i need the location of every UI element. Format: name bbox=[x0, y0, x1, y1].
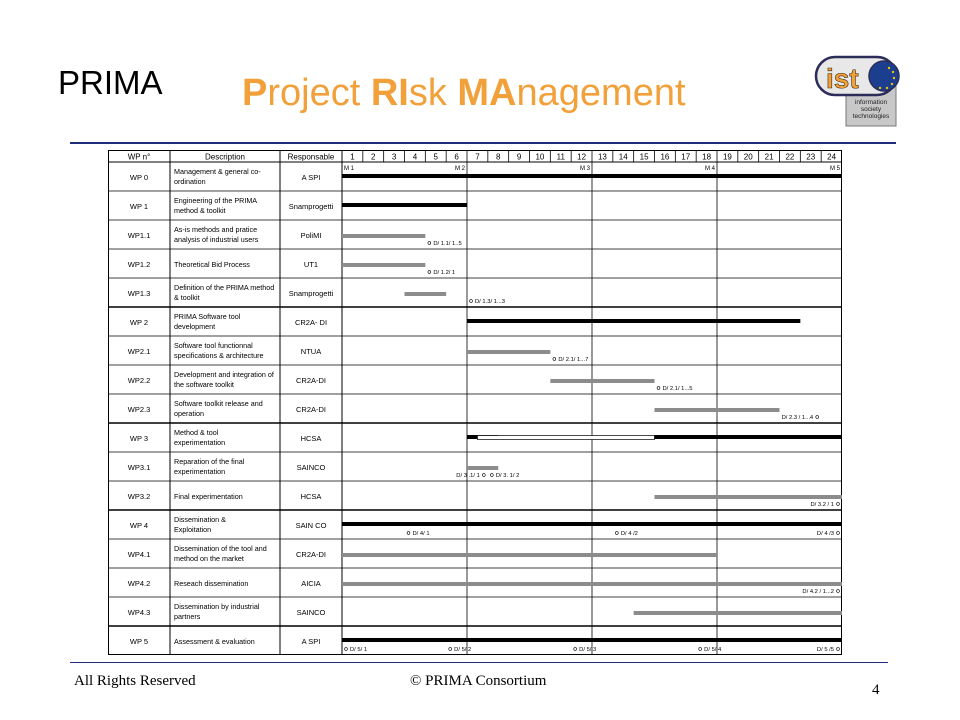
footer-rule bbox=[70, 662, 888, 663]
wp-responsable: CR2A-DI bbox=[295, 550, 327, 559]
wp-description: As-is methods and pratice bbox=[174, 225, 258, 234]
wp-description: Management & general co- bbox=[174, 167, 261, 176]
wp-responsable: HCSA bbox=[300, 492, 322, 501]
month-label: 3 bbox=[391, 152, 397, 162]
page-title bbox=[242, 72, 686, 115]
deliverable-marker bbox=[837, 648, 840, 651]
month-label: 5 bbox=[433, 152, 438, 162]
deliverable-marker bbox=[345, 648, 348, 651]
deliverable-label: D/ 4.2 / 1...2 bbox=[802, 589, 834, 595]
gantt-bar-subtask bbox=[655, 495, 843, 499]
wp-responsable: CR2A- DI bbox=[294, 318, 328, 327]
wp-description: Engineering of the PRIMA bbox=[174, 196, 258, 205]
milestone-label: M 3 bbox=[579, 166, 590, 172]
wp-number: WP 2 bbox=[129, 318, 149, 327]
brand-label: PRIMA bbox=[58, 64, 163, 101]
title-part: P bbox=[242, 72, 268, 114]
wp-description: Dissemination by industrial bbox=[174, 602, 260, 611]
logo-line-3: technologies bbox=[852, 113, 890, 120]
deliverable-marker bbox=[837, 503, 840, 506]
month-label: 23 bbox=[806, 152, 816, 162]
wp-responsable: Snamprogetti bbox=[288, 289, 334, 298]
wp-responsable: SAINCO bbox=[296, 463, 326, 472]
gantt-bar-subtask bbox=[550, 379, 654, 383]
deliverable-marker bbox=[553, 358, 556, 361]
deliverable-label: D/ 3.2 / 1 bbox=[810, 502, 834, 508]
wp-description: Dissemination of the tool and bbox=[174, 544, 267, 553]
wp-responsable: SAINCO bbox=[296, 608, 326, 617]
deliverable-label: D/ 2.1/ 1...5 bbox=[662, 386, 693, 392]
wp-description: development bbox=[174, 322, 216, 331]
deliverable-label: D/ 5/ 1 bbox=[350, 647, 368, 653]
deliverable-label: D/ 5/ 4 bbox=[704, 647, 722, 653]
deliverable-marker bbox=[470, 300, 473, 303]
month-label: 4 bbox=[412, 152, 418, 162]
wp-responsable: AICIA bbox=[301, 579, 321, 588]
gantt-bar-subtask bbox=[655, 408, 780, 412]
wp-number: WP2.3 bbox=[127, 405, 151, 414]
month-label: 19 bbox=[722, 152, 732, 162]
wp-description: Final experimentation bbox=[174, 492, 243, 501]
deliverable-marker bbox=[490, 474, 493, 477]
wp-responsable: CR2A-DI bbox=[295, 376, 327, 385]
wp-responsable: Snamprogetti bbox=[288, 202, 334, 211]
deliverable-marker bbox=[615, 532, 618, 535]
logo-line-1: information bbox=[854, 99, 888, 106]
wp-description: Theoretical Bid Process bbox=[174, 260, 250, 269]
deliverable-marker bbox=[428, 242, 431, 245]
wp-number: WP 1 bbox=[129, 202, 149, 211]
wp-responsable: HCSA bbox=[300, 434, 322, 443]
wp-description: ordination bbox=[174, 177, 206, 186]
month-label: 15 bbox=[639, 152, 649, 162]
wp-description: operation bbox=[174, 409, 204, 418]
milestone-label: M 5 bbox=[829, 166, 840, 172]
month-label: 24 bbox=[827, 152, 837, 162]
gantt-bar-task bbox=[342, 174, 842, 178]
gantt-bar-subtask bbox=[467, 350, 550, 354]
deliverable-label: D/ 4/ 1 bbox=[412, 531, 430, 537]
header-description: Description bbox=[204, 152, 246, 162]
month-label: 18 bbox=[702, 152, 712, 162]
wp-number: WP 0 bbox=[129, 173, 149, 182]
month-label: 2 bbox=[371, 152, 376, 162]
wp-number: WP4.2 bbox=[127, 579, 151, 588]
wp-description: specifications & architecture bbox=[174, 351, 264, 360]
deliverable-marker bbox=[699, 648, 702, 651]
gantt-bar-task bbox=[342, 638, 842, 642]
gantt-bar-subtask bbox=[342, 234, 425, 238]
wp-description: method on the market bbox=[174, 554, 244, 563]
wp-number: WP2.1 bbox=[127, 347, 151, 356]
wp-description: the software toolkit bbox=[174, 380, 234, 389]
month-label: 8 bbox=[496, 152, 501, 162]
deliverable-marker bbox=[574, 648, 577, 651]
deliverable-marker bbox=[449, 648, 452, 651]
wp-description: PRIMA Software tool bbox=[174, 312, 241, 321]
wp-description: Dissemination & bbox=[174, 515, 226, 524]
month-label: 16 bbox=[660, 152, 670, 162]
wp-number: WP2.2 bbox=[127, 376, 151, 385]
deliverable-label: D/ 4 /3 bbox=[816, 531, 834, 537]
deliverable-label: D/ 1.1/ 1..5 bbox=[433, 241, 462, 247]
gantt-bar-task bbox=[342, 203, 467, 207]
wp-responsable: UT1 bbox=[303, 260, 319, 269]
month-label: 6 bbox=[454, 152, 459, 162]
wp-description: Development and integration of bbox=[174, 370, 274, 379]
wp-responsable: NTUA bbox=[300, 347, 322, 356]
month-label: 20 bbox=[743, 152, 753, 162]
deliverable-label: D/ 2.1/ 1...7 bbox=[558, 357, 589, 363]
deliverable-marker bbox=[482, 474, 485, 477]
page-number: 4 bbox=[872, 682, 880, 698]
title-part: MA bbox=[457, 72, 517, 114]
deliverable-marker bbox=[428, 271, 431, 274]
month-label: 7 bbox=[475, 152, 480, 162]
month-label: 1 bbox=[350, 152, 355, 162]
gantt-bar-subtask bbox=[342, 553, 717, 557]
month-label: 10 bbox=[535, 152, 545, 162]
month-label: 12 bbox=[577, 152, 587, 162]
month-label: 11 bbox=[556, 152, 565, 162]
month-label: 14 bbox=[618, 152, 628, 162]
deliverable-marker bbox=[816, 416, 819, 419]
gantt-bar-task bbox=[655, 435, 843, 439]
wp-number: WP4.3 bbox=[127, 608, 151, 617]
header-wp: WP n° bbox=[127, 152, 151, 162]
gantt-bar-hollow bbox=[477, 436, 654, 440]
wp-responsable: SAIN CO bbox=[295, 521, 327, 530]
wp-number: WP1.1 bbox=[127, 231, 151, 240]
month-label: 9 bbox=[516, 152, 522, 162]
title-part: nagement bbox=[516, 72, 686, 114]
wp-description: Reparation of the final bbox=[174, 457, 245, 466]
wp-responsable: CR2A-DI bbox=[295, 405, 327, 414]
wp-description: analysis of industrial users bbox=[174, 235, 259, 244]
wp-description: partners bbox=[174, 612, 201, 621]
deliverable-label: D/ 5 /5 bbox=[816, 647, 834, 653]
gantt-bar-subtask bbox=[342, 263, 425, 267]
wp-number: WP3.1 bbox=[127, 463, 151, 472]
wp-description: method & toolkit bbox=[174, 206, 226, 215]
month-label: 13 bbox=[597, 152, 607, 162]
month-label: 17 bbox=[681, 152, 691, 162]
wp-description: & toolkit bbox=[174, 293, 200, 302]
deliverable-label: D/ 1.2/ 1 bbox=[433, 270, 456, 276]
deliverable-marker bbox=[837, 532, 840, 535]
gantt-bar-task bbox=[467, 319, 800, 323]
wp-description: Method & tool bbox=[174, 428, 219, 437]
rights-text: All Rights Reserved bbox=[74, 673, 196, 689]
title-part: RI bbox=[370, 72, 409, 114]
deliverable-marker bbox=[407, 532, 410, 535]
ist-logo bbox=[814, 54, 904, 128]
title-part: roject bbox=[267, 72, 371, 114]
wp-responsable: A SPI bbox=[301, 637, 321, 646]
header-rule bbox=[70, 142, 896, 144]
gantt-bar-subtask bbox=[342, 582, 842, 586]
deliverable-label: D/ 2.3 / 1...4 bbox=[781, 415, 814, 421]
deliverable-label: D/ 3. 1/ 2 bbox=[495, 473, 520, 479]
wp-number: WP 4 bbox=[129, 521, 149, 530]
deliverable-label: D/ 4 /2 bbox=[620, 531, 638, 537]
wp-number: WP1.2 bbox=[127, 260, 151, 269]
wp-number: WP1.3 bbox=[127, 289, 151, 298]
gantt-chart bbox=[108, 150, 842, 656]
wp-description: Reseach dissemination bbox=[174, 579, 249, 588]
deliverable-label: D/ 3 .1/ 1 bbox=[456, 473, 480, 479]
copyright-text: © PRIMA Consortium bbox=[410, 673, 547, 689]
wp-description: Software toolkit release and bbox=[174, 399, 263, 408]
milestone-label: M 1 bbox=[344, 166, 355, 172]
title-part: sk bbox=[408, 72, 458, 114]
milestone-label: M 2 bbox=[454, 166, 465, 172]
wp-description: experimentation bbox=[174, 438, 226, 447]
gantt-bar-subtask bbox=[405, 292, 447, 296]
deliverable-label: D/ 1.3/ 1...3 bbox=[475, 299, 505, 305]
gantt-bar-task bbox=[342, 522, 842, 526]
deliverable-label: D/ 5/ 3 bbox=[579, 647, 597, 653]
wp-number: WP 5 bbox=[129, 637, 149, 646]
deliverable-marker bbox=[837, 590, 840, 593]
wp-responsable: PoliMI bbox=[300, 231, 322, 240]
logo-wordmark: ist bbox=[826, 63, 859, 94]
milestone-label: M 4 bbox=[704, 166, 715, 172]
wp-description: Assessment & evaluation bbox=[174, 637, 255, 646]
header-responsable: Responsable bbox=[287, 152, 335, 162]
gantt-bar-subtask bbox=[467, 466, 498, 470]
wp-description: experimentation bbox=[174, 467, 226, 476]
wp-number: WP3.2 bbox=[127, 492, 151, 501]
month-label: 21 bbox=[764, 152, 774, 162]
deliverable-label: D/ 5/ 2 bbox=[454, 647, 472, 653]
wp-description: Exploitation bbox=[174, 525, 212, 534]
wp-description: Software tool functionnal bbox=[174, 341, 253, 350]
deliverable-marker bbox=[657, 387, 660, 390]
wp-description: Definition of the PRIMA method bbox=[174, 283, 275, 292]
gantt-bar-subtask bbox=[634, 611, 842, 615]
logo-line-2: society bbox=[860, 106, 882, 113]
wp-responsable: A SPI bbox=[301, 173, 321, 182]
wp-number: WP 3 bbox=[129, 434, 149, 443]
wp-number: WP4.1 bbox=[127, 550, 151, 559]
month-label: 22 bbox=[785, 152, 795, 162]
